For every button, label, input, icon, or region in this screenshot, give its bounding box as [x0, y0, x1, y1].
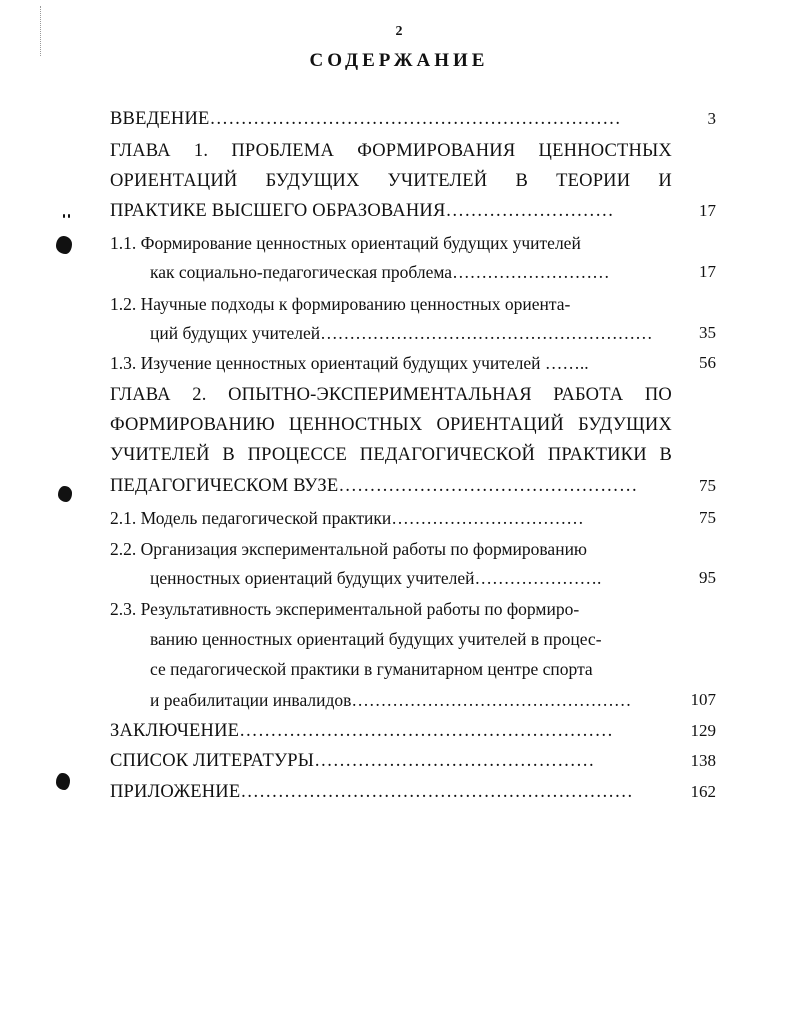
- toc-entry-text: 1.3. Изучение ценностных ориентаций будущих учителей ……..: [110, 353, 589, 373]
- toc-entry-conclusion[interactable]: [0, 716, 798, 746]
- toc-entry-chapter-2[interactable]: [0, 410, 798, 440]
- toc-entry-section-2-3[interactable]: [0, 624, 798, 654]
- scan-hole-mark: [58, 486, 72, 502]
- toc-entry-page: 95: [699, 568, 716, 587]
- toc-entry-page: 56: [699, 353, 716, 372]
- toc-entry-introduction[interactable]: [0, 104, 798, 134]
- toc-entry-text: ПЕДАГОГИЧЕСКОМ ВУЗЕ…………………………………………: [110, 476, 638, 496]
- toc-entry-text: ЗАКЛЮЧЕНИЕ……………………………………………………: [110, 721, 614, 741]
- toc-entry-text: ПРАКТИКЕ ВЫСШЕГО ОБРАЗОВАНИЯ………………………: [110, 201, 614, 221]
- toc-entry-text: ПРИЛОЖЕНИЕ………………………………………………………: [110, 782, 634, 802]
- toc-entry-text: ОРИЕНТАЦИЙ БУДУЩИХ УЧИТЕЛЕЙ В ТЕОРИИ И: [110, 171, 672, 191]
- toc-entry-bibliography[interactable]: [0, 746, 798, 776]
- scan-edge-line: [40, 6, 42, 56]
- toc-entry-text: ценностных ориентаций будущих учителей………………….: [150, 568, 602, 588]
- toc-entry-page: 17: [699, 201, 716, 220]
- toc-entry-text: 2.3. Результативность экспериментальной работы по формиро-: [110, 599, 580, 619]
- toc-entry-page: 3: [707, 109, 716, 128]
- toc-entry-text: СПИСОК ЛИТЕРАТУРЫ………………………………………: [110, 751, 595, 771]
- toc-entry-page: 129: [690, 721, 716, 740]
- toc-entry-text: ФОРМИРОВАНИЮ ЦЕННОСТНЫХ ОРИЕНТАЦИЙ БУДУЩИХ: [110, 415, 672, 435]
- toc-entry-page: 75: [699, 508, 716, 527]
- toc-entry-text: ГЛАВА 2. ОПЫТНО-ЭКСПЕРИМЕНТАЛЬНАЯ РАБОТА ПО: [110, 385, 672, 405]
- toc-entry-page: 35: [699, 323, 716, 342]
- toc-entry-page: 75: [699, 476, 716, 495]
- toc-entry-section-2-3[interactable]: [0, 654, 798, 684]
- toc-entry-text: ций будущих учителей…………………………………………………: [150, 323, 653, 343]
- toc-entry-section-1-1[interactable]: [0, 257, 798, 287]
- toc-entry-text: ГЛАВА 1. ПРОБЛЕМА ФОРМИРОВАНИЯ ЦЕННОСТНЫХ: [110, 141, 672, 161]
- toc-entry-chapter-1[interactable]: [0, 196, 798, 226]
- toc-entry-chapter-2[interactable]: [0, 471, 798, 501]
- toc-entry-text: се педагогической практики в гуманитарном центре спорта: [150, 659, 593, 679]
- toc-entry-chapter-2[interactable]: [0, 380, 798, 410]
- toc-entry-text: 2.2. Организация экспериментальной работы по формированию: [110, 539, 588, 559]
- toc-entry-text: ванию ценностных ориентаций будущих учителей в процес-: [150, 629, 602, 649]
- toc-entry-text: как социально-педагогическая проблема………………………: [150, 262, 610, 282]
- toc-entry-section-2-3[interactable]: [0, 594, 798, 624]
- toc-entry-text: и реабилитации инвалидов…………………………………………: [150, 690, 632, 710]
- toc-entry-page: 138: [690, 751, 716, 770]
- scan-speck: [68, 214, 70, 218]
- toc-entry-section-2-2[interactable]: [0, 534, 798, 564]
- toc-entry-text: 1.1. Формирование ценностных ориентаций будущих учителей: [110, 233, 581, 253]
- toc-entry-section-2-2[interactable]: [0, 563, 798, 593]
- scan-hole-mark: [56, 236, 72, 254]
- toc-entry-text: 1.2. Научные подходы к формированию ценностных ориента-: [110, 294, 571, 314]
- toc-entry-page: 17: [699, 262, 716, 281]
- toc-entry-text: ВВЕДЕНИЕ…………………………………………………………: [110, 109, 621, 129]
- toc-entry-section-1-1[interactable]: [0, 228, 798, 258]
- page-number: 2: [395, 24, 403, 39]
- toc-entry-section-2-1[interactable]: [0, 503, 798, 533]
- toc-entry-page: 162: [690, 782, 716, 801]
- toc-entry-page: 107: [690, 690, 716, 709]
- toc-entry-appendix[interactable]: [0, 777, 798, 807]
- toc-entry-section-1-2[interactable]: [0, 289, 798, 319]
- scan-hole-mark: [56, 773, 70, 790]
- toc-entry-section-1-3[interactable]: [0, 348, 798, 378]
- scan-speck: [63, 214, 65, 218]
- toc-entry-chapter-2[interactable]: [0, 440, 798, 470]
- toc-entry-chapter-1[interactable]: [0, 136, 798, 166]
- toc-entry-text: 2.1. Модель педагогической практики……………………………: [110, 508, 584, 528]
- toc-entry-chapter-1[interactable]: [0, 166, 798, 196]
- toc-entry-section-1-2[interactable]: [0, 318, 798, 348]
- toc-entry-text: УЧИТЕЛЕЙ В ПРОЦЕССЕ ПЕДАГОГИЧЕСКОЙ ПРАКТИКИ В: [110, 445, 672, 465]
- toc-entry-section-2-3[interactable]: [0, 685, 798, 715]
- toc-title: СОДЕРЖАНИЕ: [309, 50, 489, 71]
